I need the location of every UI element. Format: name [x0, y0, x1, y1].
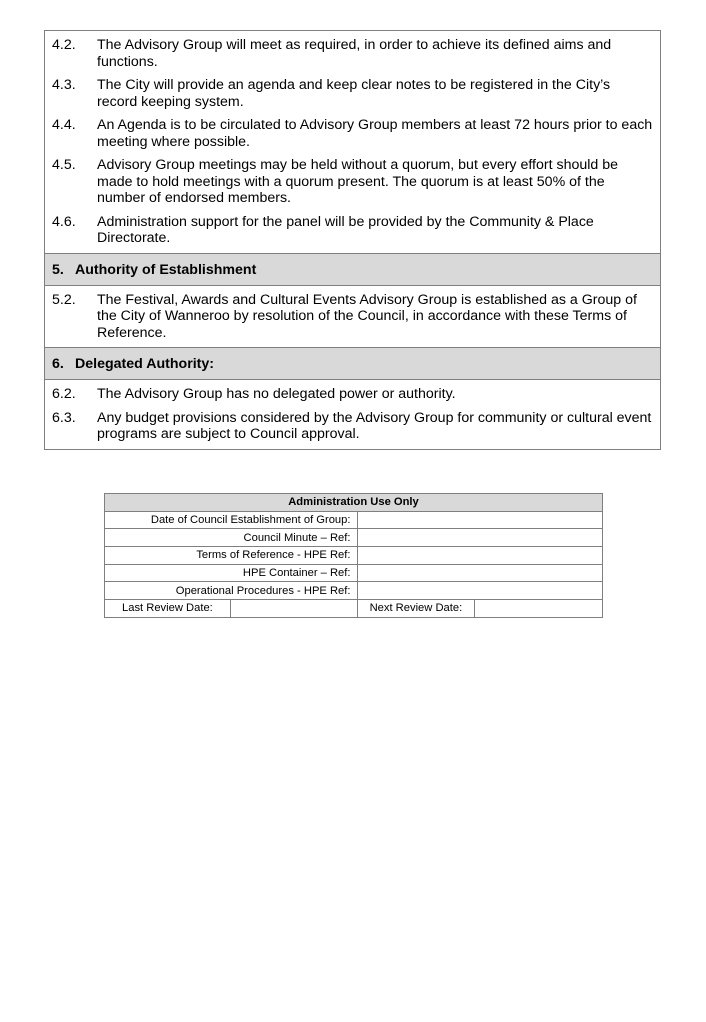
clause-6-2 [45, 386, 660, 403]
operational-procedures-ref-field[interactable] [357, 582, 603, 600]
admin-row-label: Operational Procedures - HPE Ref: [105, 582, 358, 600]
clause-text: The Advisory Group will meet as required, in order to achieve its defined aims and functions. [97, 37, 612, 70]
clause-4-5 [45, 157, 660, 207]
clause-number: 5.2. [52, 291, 76, 308]
clause-4-6 [45, 214, 660, 247]
admin-table-title: Administration Use Only [105, 494, 603, 512]
clause-5-2 [45, 292, 660, 342]
council-minute-ref-field[interactable] [357, 529, 603, 547]
last-review-date-field[interactable] [230, 600, 357, 618]
section-6-heading [45, 347, 660, 380]
clause-text: The City will provide an agenda and keep clear notes to be registered in the City’s record keeping system. [97, 77, 611, 110]
admin-row-label: Terms of Reference - HPE Ref: [105, 547, 358, 565]
table-row [105, 547, 603, 565]
section-5-heading [45, 253, 660, 286]
admin-row-label: Council Minute – Ref: [105, 529, 358, 547]
admin-row-label: HPE Container – Ref: [105, 564, 358, 582]
next-review-date-field[interactable] [475, 600, 603, 618]
clause-4-4 [45, 117, 660, 150]
terms-of-reference-table [44, 30, 661, 450]
clause-number: 4.3. [52, 77, 76, 93]
clause-number: 6.2. [52, 386, 76, 402]
table-row [105, 564, 603, 582]
heading-number: 5. [52, 261, 64, 278]
clause-number: 4.5. [52, 157, 76, 173]
clause-number: 4.4. [52, 117, 76, 133]
admin-row-label: Date of Council Establishment of Group: [105, 511, 358, 529]
clause-number: 6.3. [52, 409, 76, 426]
table-row [105, 529, 603, 547]
table-row [105, 582, 603, 600]
administration-use-table [104, 493, 603, 618]
section-6-items [45, 380, 660, 449]
clause-number: 4.2. [52, 37, 76, 53]
table-row [105, 600, 603, 618]
heading-text: Authority of Establishment [75, 261, 257, 278]
clause-4-2 [45, 37, 660, 70]
heading-number: 6. [52, 356, 64, 372]
table-row [105, 511, 603, 529]
clause-text: The Advisory Group has no delegated power or authority. [97, 386, 456, 402]
clause-text: Administration support for the panel will be provided by the Community & Place Directorate. [97, 213, 594, 246]
establishment-date-field[interactable] [357, 511, 603, 529]
hpe-container-ref-field[interactable] [357, 564, 603, 582]
heading-text: Delegated Authority: [75, 356, 214, 372]
clause-4-3 [45, 77, 660, 110]
last-review-label: Last Review Date: [105, 600, 231, 618]
clause-text: Any budget provisions considered by the Advisory Group for community or cultural event programs are subject to Council approval. [97, 409, 652, 442]
section-5-items [45, 286, 660, 349]
next-review-label: Next Review Date: [357, 600, 475, 618]
terms-of-reference-ref-field[interactable] [357, 547, 603, 565]
clause-text: The Festival, Awards and Cultural Events Advisory Group is established as a Group of the City of Wanneroo by resolution of the Council, in accordance with these Terms of Reference. [97, 291, 637, 341]
clause-number: 4.6. [52, 213, 76, 230]
section-4-items [45, 31, 660, 254]
clause-6-3 [45, 410, 660, 443]
clause-text: An Agenda is to be circulated to Advisory Group members at least 72 hours prior to each meeting where possible. [97, 117, 653, 150]
clause-text: Advisory Group meetings may be held without a quorum, but every effort should be made to hold meetings with a quorum present. The quorum is at least 50% of the number of endorsed members. [97, 157, 619, 206]
